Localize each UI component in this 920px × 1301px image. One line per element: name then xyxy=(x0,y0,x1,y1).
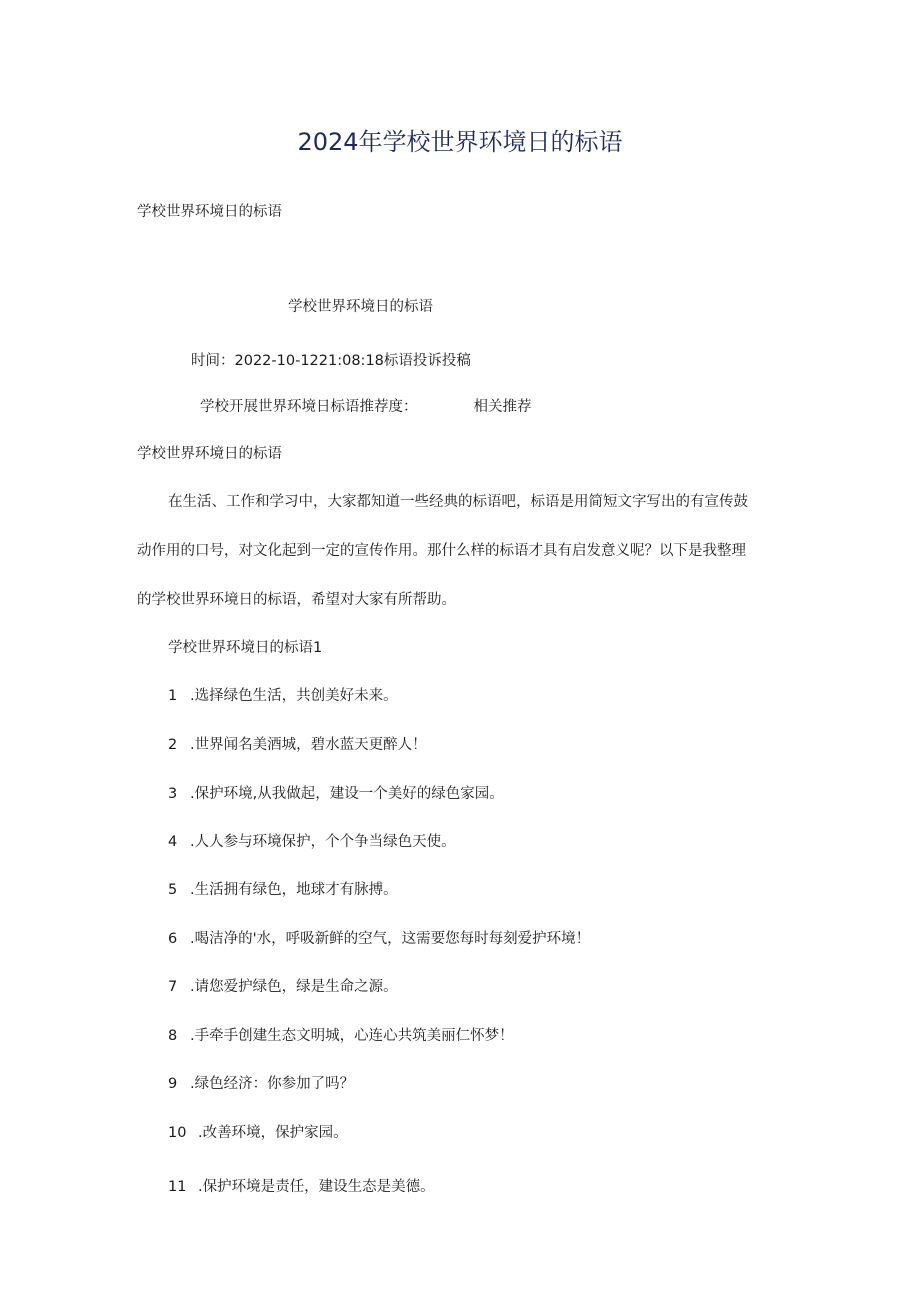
list-item xyxy=(168,976,398,998)
list-item-text: .人人参与环境保护，个个争当绿色天使。 xyxy=(190,834,456,850)
list-item-number: 6 xyxy=(168,931,178,947)
list-item-text: .手牵手创建生态文明城，心连心共筑美丽仁怀梦！ xyxy=(190,1028,514,1044)
related-recommend-link[interactable]: 相关推荐 xyxy=(473,399,532,415)
list-item-text: .选择绿色生活，共创美好未来。 xyxy=(190,688,398,704)
list-item xyxy=(168,1073,354,1095)
list-item-number: 11 xyxy=(168,1179,187,1195)
list-item xyxy=(168,734,427,756)
list-item-number: 8 xyxy=(168,1028,178,1044)
document-title: 2024年学校世界环境日的标语 xyxy=(297,128,623,156)
intro-paragraph-line: 在生活、工作和学习中，大家都知道一些经典的标语吧，标语是用简短文字写出的有宣传鼓 xyxy=(168,494,748,510)
intro-paragraph-line: 动作用的口号，对文化起到一定的宣传作用。那什么样的标语才具有启发意义呢？以下是我整理 xyxy=(137,543,746,559)
recommend-line xyxy=(200,396,532,418)
list-item-text: .保护环境是责任，建设生态是美德。 xyxy=(198,1179,435,1195)
subtitle: 学校世界环境日的标语 xyxy=(137,204,282,220)
list-item-number: 10 xyxy=(168,1125,187,1141)
list-item-number: 2 xyxy=(168,737,178,753)
list-item-text: .请您爱护绿色，绿是生命之源。 xyxy=(190,979,398,995)
list-item xyxy=(168,879,398,901)
list-item xyxy=(168,685,398,707)
list-item xyxy=(168,928,590,950)
list-item xyxy=(168,1122,348,1144)
list-item-number: 4 xyxy=(168,834,178,850)
list-item xyxy=(168,1176,435,1198)
list-item-text: .世界闻名美酒城，碧水蓝天更醉人！ xyxy=(190,737,427,753)
list-item xyxy=(168,1025,514,1047)
list-heading: 学校世界环境日的标语1 xyxy=(168,640,323,656)
list-item-number: 5 xyxy=(168,882,178,898)
list-item-text: .保护环境,从我做起，建设一个美好的绿色家园。 xyxy=(190,786,504,802)
center-heading: 学校世界环境日的标语 xyxy=(288,299,433,315)
list-item-number: 3 xyxy=(168,786,178,802)
list-item-text: .喝洁净的'水，呼吸新鲜的空气，这需要您每时每刻爱护环境！ xyxy=(190,931,591,947)
recommend-prefix: 学校开展世界环境日标语推荐度： xyxy=(200,399,418,415)
list-item-text: .绿色经济：你参加了吗？ xyxy=(190,1076,355,1092)
list-item xyxy=(168,783,504,805)
list-item-text: .改善环境，保护家园。 xyxy=(198,1125,348,1141)
list-item-number: 1 xyxy=(168,688,178,704)
intro-paragraph-line: 的学校世界环境日的标语，希望对大家有所帮助。 xyxy=(137,592,456,608)
list-item-number: 9 xyxy=(168,1076,178,1092)
list-item-number: 7 xyxy=(168,979,178,995)
meta-line: 时间：2022-10-1221:08:18标语投诉投稿 xyxy=(191,353,471,369)
section-heading: 学校世界环境日的标语 xyxy=(137,446,282,462)
list-item xyxy=(168,831,456,853)
list-item-text: .生活拥有绿色，地球才有脉搏。 xyxy=(190,882,398,898)
